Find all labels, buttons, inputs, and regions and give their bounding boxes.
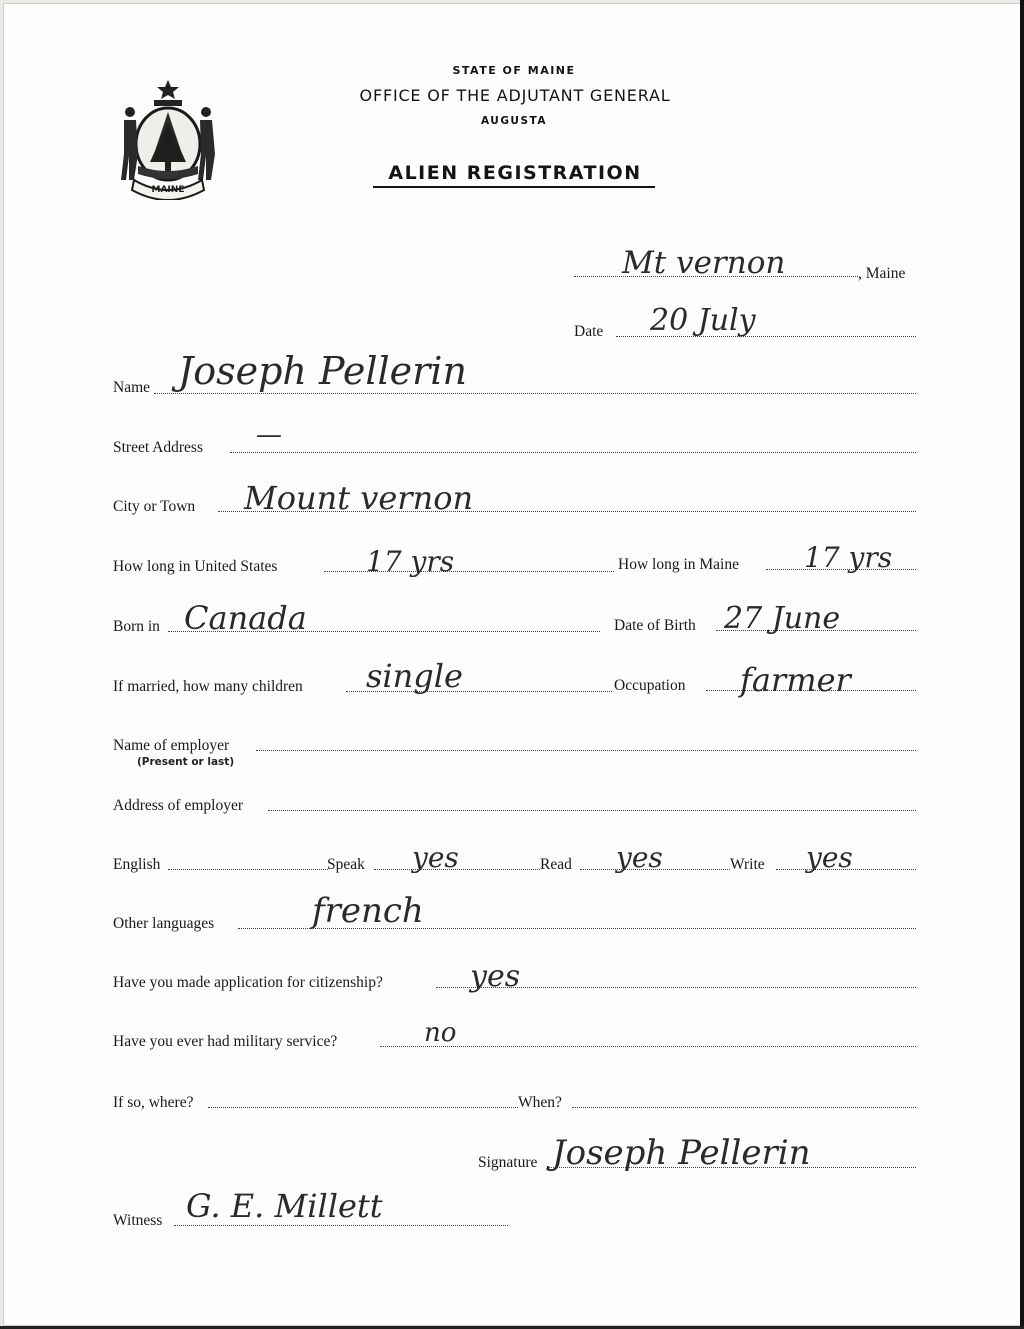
- witness-line: [174, 1225, 508, 1226]
- name-line: [154, 393, 916, 394]
- form-title: ALIEN REGISTRATION: [388, 162, 642, 184]
- english-line: [168, 869, 328, 870]
- witness-label: Witness: [113, 1212, 163, 1229]
- header-office: OFFICE OF THE ADJUTANT GENERAL: [359, 86, 671, 105]
- speak-entry: yes: [412, 841, 459, 874]
- how-long-us-label: How long in United States: [113, 558, 278, 575]
- form-page: [4, 4, 1020, 1325]
- military-label: Have you ever had military service?: [113, 1033, 338, 1050]
- employer-address-line: [268, 810, 916, 811]
- english-label: English: [113, 856, 161, 873]
- other-languages-label: Other languages: [113, 915, 215, 932]
- dob-entry: 27 June: [724, 601, 841, 636]
- how-long-maine-label: How long in Maine: [618, 556, 739, 573]
- occupation-label: Occupation: [614, 677, 686, 694]
- read-label: Read: [540, 856, 572, 873]
- military-line: [380, 1046, 916, 1047]
- header-city: AUGUSTA: [480, 115, 547, 127]
- name-entry: Joseph Pellerin: [178, 349, 467, 393]
- where-line: [208, 1107, 518, 1108]
- city-entry: Mount vernon: [244, 479, 474, 517]
- employer-note-label: (Present or last): [137, 756, 235, 768]
- born-in-entry: Canada: [184, 599, 307, 637]
- header-state: STATE OF MAINE: [452, 64, 576, 77]
- when-label: When?: [518, 1094, 562, 1111]
- street-line: [230, 452, 916, 453]
- employer-name-label: Name of employer: [113, 737, 230, 754]
- svg-text:MAINE: MAINE: [151, 185, 185, 195]
- how-long-maine-entry: 17 yrs: [804, 541, 893, 574]
- other-languages-entry: french: [312, 891, 424, 931]
- name-label: Name: [113, 379, 151, 396]
- write-entry: yes: [806, 841, 853, 874]
- scan-edge-right: [1020, 0, 1024, 1329]
- speak-label: Speak: [327, 856, 365, 873]
- city-label: City or Town: [113, 498, 196, 515]
- state-suffix-label: , Maine: [858, 265, 906, 282]
- citizenship-label: Have you made application for citizenship?: [113, 974, 383, 991]
- when-line: [572, 1107, 916, 1108]
- date-entry: 20 July: [650, 303, 756, 338]
- signature-label: Signature: [478, 1154, 538, 1171]
- street-label: Street Address: [113, 439, 203, 456]
- born-in-label: Born in: [113, 618, 160, 635]
- witness-entry: G. E. Millett: [186, 1187, 383, 1225]
- signature-entry: Joseph Pellerin: [552, 1133, 811, 1173]
- military-entry: no: [424, 1018, 457, 1048]
- children-entry: single: [366, 657, 463, 695]
- date-label: Date: [574, 323, 604, 340]
- children-label: If married, how many children: [113, 678, 303, 695]
- dob-label: Date of Birth: [614, 617, 696, 634]
- occupation-entry: farmer: [740, 661, 851, 699]
- how-long-us-entry: 17 yrs: [366, 545, 455, 578]
- town-entry: Mt vernon: [622, 245, 786, 281]
- where-label: If so, where?: [113, 1094, 194, 1111]
- employer-name-line: [256, 750, 916, 751]
- read-entry: yes: [616, 841, 663, 874]
- citizenship-entry: yes: [470, 959, 521, 994]
- title-underline: [373, 186, 655, 188]
- street-entry: —: [256, 420, 282, 450]
- employer-address-label: Address of employer: [113, 797, 243, 814]
- write-label: Write: [730, 856, 765, 873]
